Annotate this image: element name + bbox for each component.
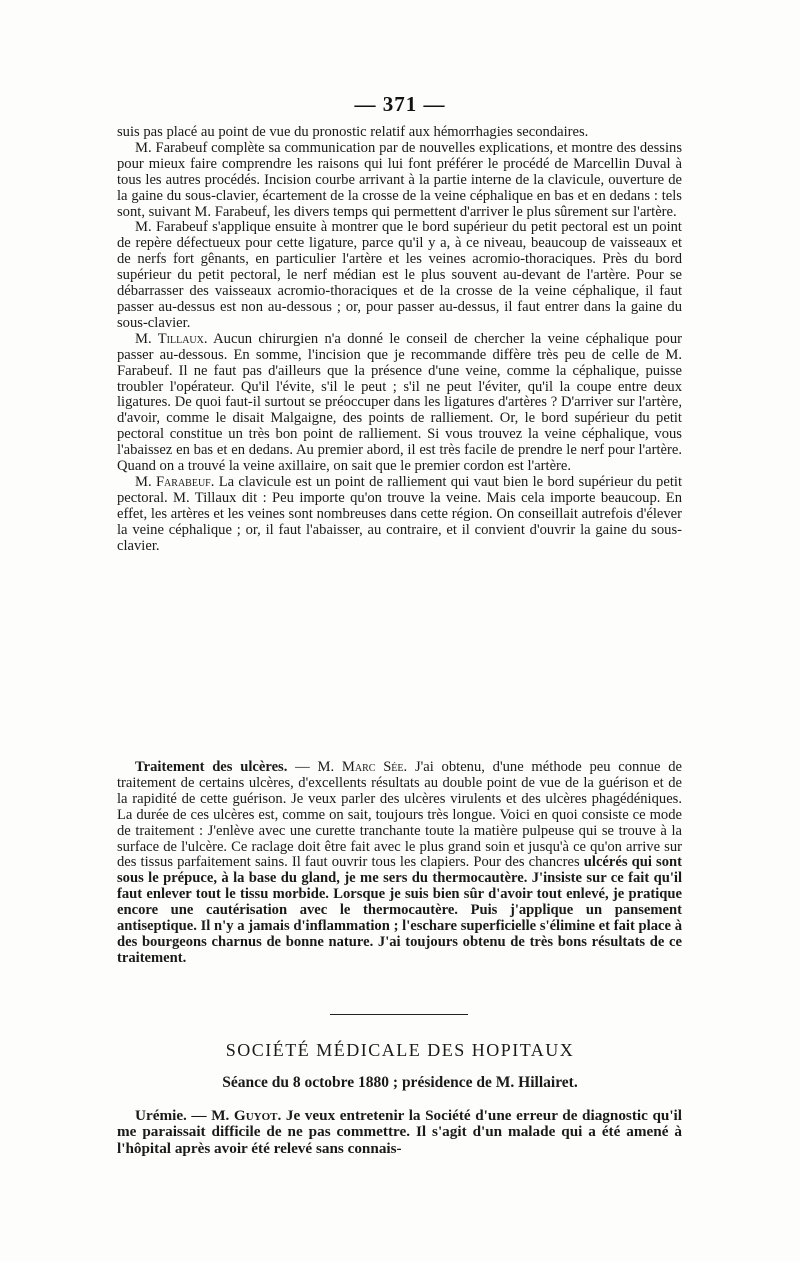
rubric-uremia: Urémie.	[135, 1107, 187, 1124]
session-line: Séance du 8 octobre 1880 ; présidence de M. Hillairet.	[222, 1074, 578, 1091]
paragraph-continuation: suis pas placé au point de vue du pronostic relatif aux hémorrhagies secondaires.	[117, 124, 589, 140]
speaker-farabeuf: M. Farabeuf.	[135, 473, 215, 490]
page-number: — 371 —	[354, 92, 446, 116]
ulcers-text-bold: ulcérés qui sont sous le prépuce, à la base du gland, je me sers du thermocautère. J'insiste sur ce fait qu'il faut enlever tout le tissu morbide. Lorsque je suis bien sûr d'avoir tout enlevé, je pratique encore une cautérisation avec le thermocautère. Puis j'applique un pansement antiseptique. Il n'y a jamais d'inflammation ; l'eschare superficielle s'élimine et fait place à des bourgeons charnus de bonne nature. J'ai toujours obtenu de très bons résultats de ce traitement.	[117, 854, 682, 966]
text-block-ligature-discussion	[117, 125, 682, 554]
paragraph-farabeuf-pectoral: M. Farabeuf s'applique ensuite à montrer que le bord supérieur du petit pectoral est un point de repère défectueux pour cette ligature, parce qu'il y a, à ce niveau, beaucoup de vaisseaux et de nerfs fort gênants, en particulier l'artère et les veines acromio-thoraciques. Près du bord supérieur du petit pectoral, le nerf médian est le plus souvent au-devant de l'artère. Pour se débarrasser des vaisseaux acromio-thoraciques et de la crosse de la veine céphalique, il faut passer au-dessus est non au-dessous ; or, pour passer au-dessus, il faut entrer dans la gaine du sous-clavier.	[117, 219, 682, 331]
section-divider	[330, 1014, 468, 1015]
speaker-tillaux: M. Tillaux.	[135, 330, 208, 347]
paragraph-farabeuf-reply	[117, 475, 682, 555]
rubric-ulcers: Traitement des ulcères.	[135, 759, 288, 775]
text-block-uremia	[117, 1108, 682, 1157]
paragraph-tillaux-text: Aucun chirurgien n'a donné le conseil de chercher la veine céphalique pour passer au-dessous. En somme, l'incision que je recommande diffère très peu de celle de M. Farabeuf. Il ne faut pas d'ailleurs que la présence d'une veine, comme la céphalique, puisse troubler l'opérateur. Qu'il l'évite, s'il le peut ; s'il ne peut l'éviter, qu'il la coupe entre deux ligatures. De quoi faut-il surtout se préoccuper dans les ligatures d'artères ? D'arriver sur l'artère, d'avoir, comme le disait Malgaigne, des points de ralliement. Or, le bord supérieur du petit pectoral constitue un très bon point de ralliement. Si vous trouvez la veine céphalique, vous l'abaissez en bas et en dedans. Au premier abord, il est très facile de prendre le nerf pour l'artère. Quand on a trouvé la veine axillaire, on sait que le premier cordon est l'artère.	[117, 330, 683, 475]
speaker-guyot: M. Guyot.	[211, 1107, 282, 1124]
paragraph-ulcers: Traitement des ulcères. — M. Marc Sée. J'ai obtenu, d'une méthode peu connue de traitement de certains ulcères, d'excellents résultats au double point de vue de la guérison et de la rapidité de cette guérison. Je veux parler des ulcères virulents et des ulcères phagédéniques. La durée de ces ulcères est, comme on sait, toujours très longue. Voici en quoi consiste ce mode de traitement : J'enlève avec une curette tranchante toute la matière pulpeuse qui se trouve à la surface de l'ulcère. Ce raclage doit être fait avec le plus grand soin et jusqu'à ce qu'on arrive sur des tissus parfaitement sains. Il faut ouvrir tous les clapiers. Pour des chancres ulcérés qui sont sous le prépuce, à la base du gland, je me sers du thermocautère. J'insiste sur ce fait qu'il faut enlever tout le tissu morbide. Lorsque je suis bien sûr d'avoir tout enlevé, je pratique encore une cautérisation avec le thermocautère. Puis j'applique un pansement antiseptique. Il n'y a jamais d'inflammation ; l'eschare superficielle s'élimine et fait place à des bourgeons charnus de bonne nature. J'ai toujours obtenu de très bons résultats de ce traitement.	[117, 759, 682, 966]
paragraph-farabeuf-explanations: M. Farabeuf complète sa communication par de nouvelles explications, et montre des dessins pour mieux faire comprendre les raisons qui lui font préférer le procédé de Marcellin Duval à tous les autres procédés. Incision courbe arrivant à la partie interne de la clavicule, ouverture de la gaine du sous-clavier, écartement de la crosse de la veine céphalique en bas et en dedans : tels sont, suivant M. Farabeuf, les divers temps qui permettent d'arriver le plus sûrement sur l'artère.	[117, 139, 682, 220]
ulcers-text-regular: J'ai obtenu, d'une méthode peu connue de traitement de certains ulcères, d'excellents résultats au double point de vue de la guérison et de la rapidité de cette guérison. Je veux parler des ulcères virulents et des ulcères phagédéniques. La durée de ces ulcères est, comme on sait, toujours très longue. Voici en quoi consiste ce mode de traitement : J'enlève avec une curette tranchante toute la matière pulpeuse qui se trouve à la surface de l'ulcère. Ce raclage doit être fait avec le plus grand soin et jusqu'à ce qu'on arrive sur des tissus parfaitement sains. Il faut ouvrir tous les clapiers. Pour des chancres	[117, 759, 682, 871]
text-block-ulcer-treatment	[117, 760, 682, 967]
paragraph-tillaux-reply	[117, 332, 682, 475]
paragraph-farabeuf-text: La clavicule est un point de ralliement qui vaut bien le bord supérieur du petit pectoral. M. Tillaux dit : Peu importe qu'on trouve la veine. Mais cela importe beaucoup. En effet, les artères et les veines sont nombreuses dans cette région. On conseillait autrefois d'élever la veine céphalique ; or, il faut l'abaisser, au contraire, et il convient d'ouvrir la gaine du sous-clavier.	[117, 473, 682, 554]
paragraph-uremia: Urémie. — M. Guyot. Je veux entretenir la Société d'une erreur de diagnostic qu'il me paraissait difficile de ne pas commettre. Il s'agit d'un malade qui a été amené à l'hôpital après avoir été relevé sans connais-	[117, 1107, 682, 1157]
speaker-marc-see: M. Marc Sée.	[317, 759, 408, 775]
section-heading: SOCIÉTÉ MÉDICALE DES HOPITAUX	[225, 1040, 575, 1060]
uremia-text: Je veux entretenir la Société d'une erreur de diagnostic qu'il me paraissait difficile de ne pas commettre. Il s'agit d'un malade qui a été amené à l'hôpital après avoir été relevé sans connais-	[117, 1107, 682, 1157]
